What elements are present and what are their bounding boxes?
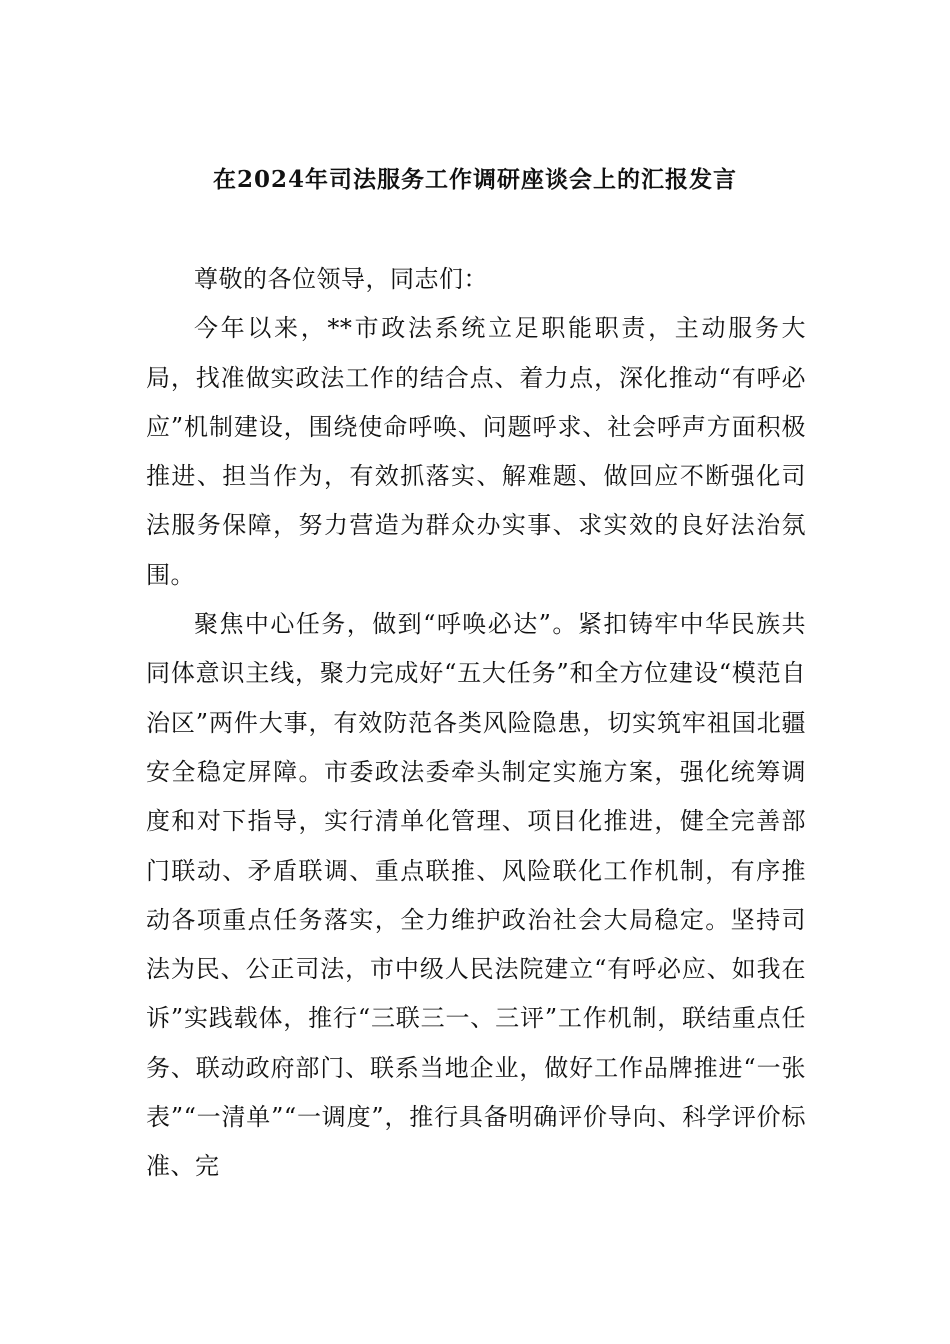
document-body [146,255,806,1192]
document-title: 在2024年司法服务工作调研座谈会上的汇报发言 [212,166,737,193]
salutation: 尊敬的各位领导，同志们： [194,265,488,293]
body-paragraph-1: 今年以来，**市政法系统立足职能职责，主动服务大局，找准做实政法工作的结合点、着力点，深化推动“有呼必应”机制建设，围绕使命呼唤、问题呼求、社会呼声方面积极推进、担当作为，有效抓落实、解难题、做回应不断强化司法服务保障，努力营造为群众办实事、求实效的良好法治氛围。 [146,314,806,589]
body-paragraph-2: 聚焦中心任务，做到“呼唤必达”。紧扣铸牢中华民族共同体意识主线，聚力完成好“五大任务”和全方位建设“模范自治区”两件大事，有效防范各类风险隐患，切实筑牢祖国北疆安全稳定屏障。市委政法委牵头制定实施方案，强化统筹调度和对下指导，实行清单化管理、项目化推进，健全完善部门联动、矛盾联调、重点联推、风险联化工作机制，有序推动各项重点任务落实，全力维护政治社会大局稳定。坚持司法为民、公正司法，市中级人民法院建立“有呼必应、如我在诉”实践载体，推行“三联三一、三评”工作机制，联结重点任务、联动政府部门、联系当地企业，做好工作品牌推进“一张表”“一清单”“一调度”，推行具备明确评价导向、科学评价标准、完 [146,610,806,1181]
